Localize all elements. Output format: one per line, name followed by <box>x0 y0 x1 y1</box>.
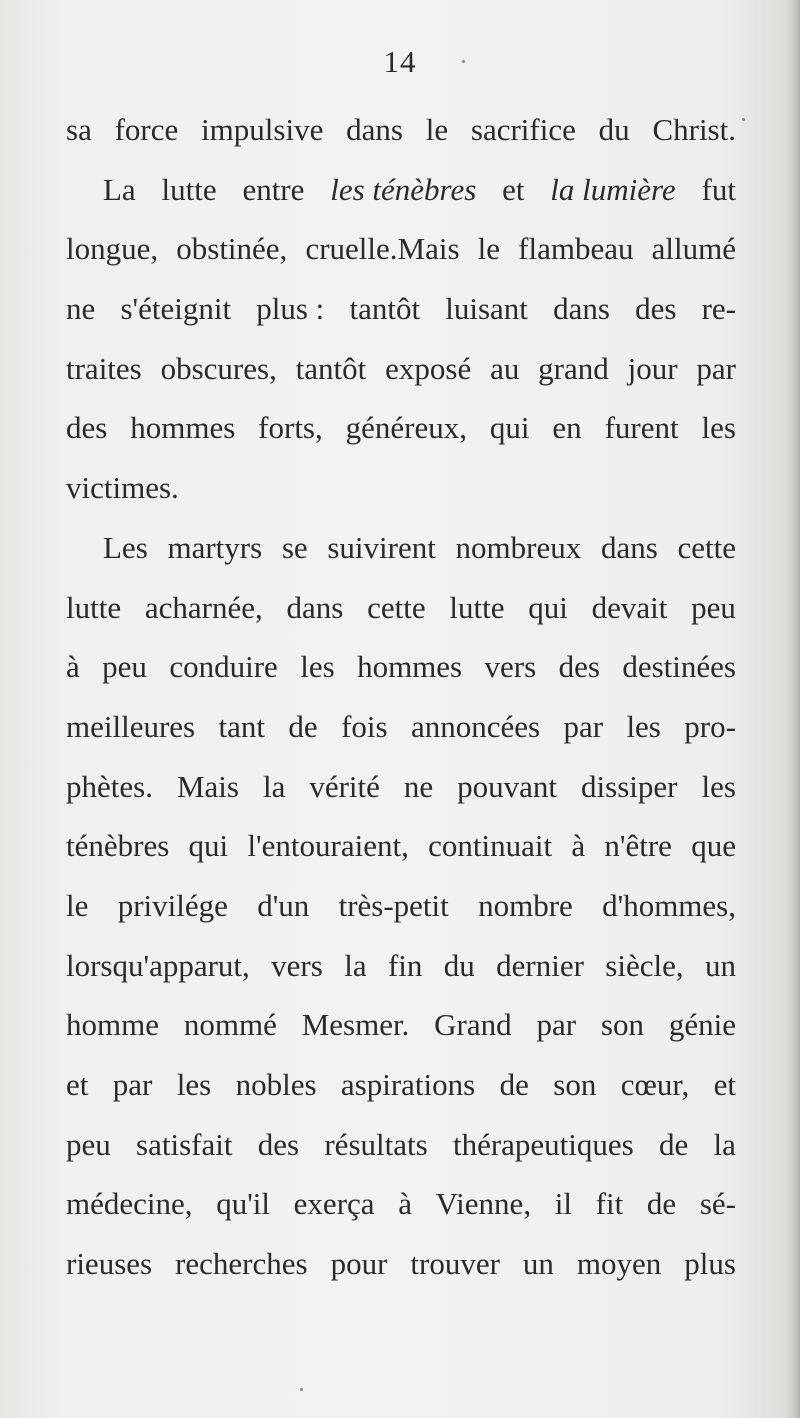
word: lutte <box>161 171 217 207</box>
word: ne <box>403 768 434 804</box>
word: la <box>344 947 367 983</box>
word: médecine, <box>66 1186 193 1222</box>
word: la lumière <box>550 171 676 207</box>
word: exerça <box>293 1186 375 1222</box>
word: devait <box>591 589 668 625</box>
word: traites <box>66 350 142 386</box>
word: des <box>66 410 108 446</box>
word: acharnée, <box>144 589 263 625</box>
word: dans <box>346 112 403 147</box>
word: de <box>288 708 318 744</box>
word: ténèbres <box>66 828 170 864</box>
word: hommes <box>357 649 463 685</box>
text-line <box>66 697 736 757</box>
word: de <box>659 1126 689 1162</box>
word: d'hommes, <box>602 887 736 923</box>
word: thérapeutiques <box>452 1126 634 1162</box>
word: le <box>477 231 501 267</box>
word: trouver <box>410 1246 500 1282</box>
word: cruelle.Mais <box>305 231 460 267</box>
word: fut <box>701 171 736 207</box>
text-line <box>66 816 736 876</box>
page-edge-shadow <box>786 0 800 1418</box>
word: La <box>103 171 136 207</box>
word: siècle, <box>605 947 684 983</box>
word: vers <box>271 947 323 983</box>
word: les <box>701 410 736 446</box>
word: obscures, <box>160 350 277 386</box>
word: Les <box>103 529 148 565</box>
word: nommé <box>183 1007 277 1043</box>
word: allumé <box>651 231 736 267</box>
word: qui <box>528 589 568 625</box>
word: lorsqu'apparut, <box>66 947 250 983</box>
word: se <box>281 529 308 565</box>
word: résultats <box>324 1126 428 1162</box>
word: pouvant <box>457 768 558 804</box>
word: il <box>554 1186 572 1222</box>
word: la <box>262 768 286 804</box>
word: forts, <box>258 410 323 446</box>
word: les <box>176 1067 212 1102</box>
word: le <box>425 112 449 147</box>
word: généreux, <box>345 410 467 446</box>
word: génie <box>668 1007 736 1043</box>
word: le <box>66 887 89 923</box>
text-line <box>66 518 736 578</box>
word: à <box>66 649 80 685</box>
text-line <box>66 637 736 697</box>
word: cette <box>367 589 426 625</box>
word: Mais <box>176 768 239 804</box>
word: tantôt <box>349 291 421 327</box>
paper-speck <box>742 118 745 121</box>
word: lutte <box>66 589 122 625</box>
word: un <box>705 947 736 983</box>
word: furent <box>604 410 679 446</box>
word: peu <box>102 649 147 685</box>
word: force <box>114 112 179 147</box>
word: d'un <box>257 887 310 923</box>
word: dissiper <box>581 768 678 804</box>
word: meilleures <box>66 708 196 744</box>
text-line <box>66 458 736 518</box>
word: les ténèbres <box>330 171 477 207</box>
text-line <box>66 1174 736 1234</box>
text-line <box>66 339 736 399</box>
word: sacrifice <box>470 112 576 147</box>
word: des <box>558 649 600 685</box>
word: fin <box>387 947 423 983</box>
word: exposé <box>385 350 472 386</box>
word: à <box>571 828 586 864</box>
word: les <box>701 768 736 804</box>
word: victimes. <box>66 470 179 506</box>
text-line <box>66 1115 736 1175</box>
word: vers <box>484 649 537 685</box>
word: peu <box>691 589 736 625</box>
word: continuait <box>428 828 553 864</box>
word: aspirations <box>340 1067 476 1102</box>
word: plus : <box>256 291 325 327</box>
paper-speck <box>462 60 465 63</box>
word: destinées <box>622 649 736 685</box>
word: la <box>713 1126 736 1162</box>
word: dans <box>600 529 658 565</box>
word: lutte <box>449 589 505 625</box>
word: nombre <box>478 887 573 923</box>
word: cœur, <box>620 1067 690 1102</box>
word: qu'il <box>216 1186 270 1222</box>
word: et <box>502 171 525 207</box>
text-line <box>66 578 736 638</box>
word: par <box>696 350 736 386</box>
text-line <box>66 219 736 279</box>
text-line <box>66 1234 736 1294</box>
word: luisant <box>445 291 528 327</box>
word: phètes. <box>66 768 153 804</box>
word: entre <box>242 171 305 207</box>
word: jour <box>627 350 678 386</box>
word: sa <box>66 112 92 147</box>
word: nobles <box>235 1067 317 1102</box>
word: obstinée, <box>176 231 288 267</box>
word: n'être <box>604 828 672 864</box>
text-line <box>66 995 736 1055</box>
word: conduire <box>169 649 278 685</box>
text-line <box>66 757 736 817</box>
word: sé- <box>699 1186 736 1222</box>
word: fois <box>341 708 388 744</box>
word: du <box>443 947 475 983</box>
word: fit <box>595 1186 624 1222</box>
word: son <box>553 1067 597 1102</box>
word: Vienne, <box>435 1186 532 1222</box>
word: peu <box>66 1126 111 1162</box>
word: suivirent <box>327 529 436 565</box>
word: les <box>626 708 661 744</box>
word: nombreux <box>455 529 582 565</box>
text-line <box>66 876 736 936</box>
word: rieuses <box>66 1246 153 1282</box>
word: homme <box>66 1007 159 1043</box>
word: pour <box>330 1246 388 1282</box>
text-line <box>66 398 736 458</box>
text-line <box>66 100 736 160</box>
word: cette <box>677 529 736 565</box>
word: annoncées <box>410 708 541 744</box>
word: grand <box>538 350 609 386</box>
word: Mesmer. <box>301 1007 410 1043</box>
text-line <box>66 279 736 339</box>
word: son <box>600 1007 644 1043</box>
word: flambeau <box>518 231 634 267</box>
word: ne <box>66 291 96 327</box>
word: vérité <box>309 768 380 804</box>
word: hommes <box>130 410 236 446</box>
word: très-petit <box>338 887 449 923</box>
word: dernier <box>496 947 584 983</box>
word: les <box>300 649 335 685</box>
word: par <box>563 708 604 744</box>
word: des <box>257 1126 300 1162</box>
text-line <box>66 1055 736 1115</box>
word: en <box>552 410 582 446</box>
word: pro- <box>684 708 736 744</box>
word: re- <box>701 291 736 327</box>
word: impulsive <box>201 112 324 147</box>
word: des <box>635 291 677 327</box>
word: privilége <box>117 887 228 923</box>
word: par <box>112 1067 153 1102</box>
word: un <box>522 1246 554 1282</box>
text-line <box>66 160 736 220</box>
word: Christ. <box>652 112 736 147</box>
word: au <box>490 350 520 386</box>
word: tantôt <box>295 350 367 386</box>
word: dans <box>553 291 610 327</box>
word: à <box>398 1186 412 1222</box>
paper-speck <box>300 1388 303 1391</box>
word: du <box>598 112 630 147</box>
word: longue, <box>66 231 159 267</box>
word: l'entouraient, <box>247 828 409 864</box>
word: dans <box>286 589 344 625</box>
word: s'éteignit <box>120 291 232 327</box>
page-number: 14 <box>383 44 417 79</box>
word: recherches <box>175 1246 308 1282</box>
word: satisfait <box>136 1126 233 1162</box>
body-text <box>66 100 736 1294</box>
word: martyrs <box>167 529 263 565</box>
word: qui <box>188 828 229 864</box>
word: que <box>691 828 736 864</box>
word: tant <box>218 708 266 744</box>
word: plus <box>684 1246 736 1282</box>
word: moyen <box>576 1246 662 1282</box>
text-line <box>66 936 736 996</box>
word: et <box>66 1067 89 1102</box>
word: qui <box>489 410 530 446</box>
word: de <box>499 1067 529 1102</box>
word: de <box>646 1186 677 1222</box>
word: et <box>713 1067 736 1102</box>
word: Grand <box>434 1007 512 1043</box>
word: par <box>536 1007 577 1043</box>
